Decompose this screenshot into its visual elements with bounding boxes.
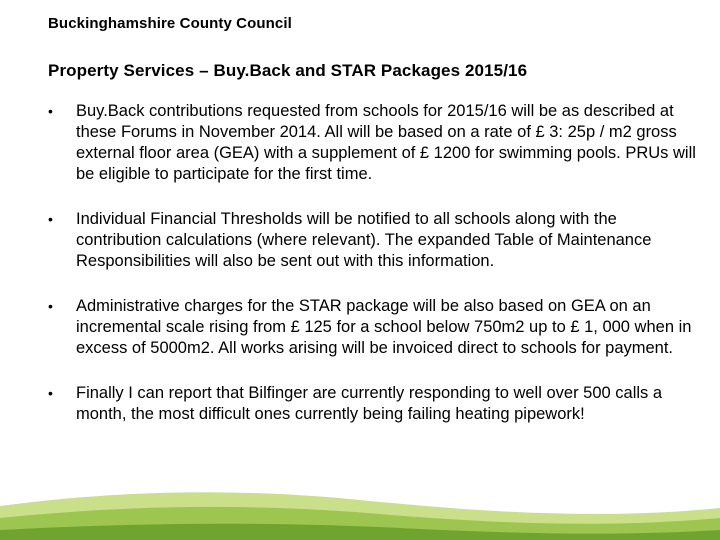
bullet-marker: • <box>48 298 53 314</box>
bullet-item <box>48 383 698 425</box>
slide-title: Property Services – Buy.Back and STAR Packages 2015/16 <box>48 61 528 80</box>
green-wave-graphic <box>0 482 720 540</box>
bullet-marker: • <box>48 211 53 227</box>
organisation-name: Buckinghamshire County Council <box>48 15 292 32</box>
bullet-list <box>48 101 698 449</box>
bullet-item <box>48 209 698 272</box>
decorative-green-wave-band <box>0 482 720 540</box>
bullet-marker: • <box>48 385 53 401</box>
bullet-text: Buy.Back contributions requested from schools for 2015/16 will be as described at these Forums in November 2014. All will be based on a rate of £ 3: 25p / m2 gross external floor area (GEA) with a supplement of £ 1200 for swimming pools. PRUs will be eligible to participate for the first time. <box>76 102 696 183</box>
bullet-text: Administrative charges for the STAR package will be also based on GEA on an incremental scale rising from £ 125 for a school below 750m2 up to £ 1, 000 when in excess of 5000m2. All works arising will be invoiced direct to schools for payment. <box>76 297 692 357</box>
bullet-marker: • <box>48 103 53 119</box>
bullet-text: Individual Financial Thresholds will be notified to all schools along with the contribution calculations (where relevant). The expanded Table of Maintenance Responsibilities will also be sent out with this information. <box>76 210 652 270</box>
bullet-text: Finally I can report that Bilfinger are currently responding to well over 500 calls a month, the most difficult ones currently being failing heating pipework! <box>76 384 663 423</box>
bullet-item <box>48 296 698 359</box>
bullet-item <box>48 101 698 185</box>
